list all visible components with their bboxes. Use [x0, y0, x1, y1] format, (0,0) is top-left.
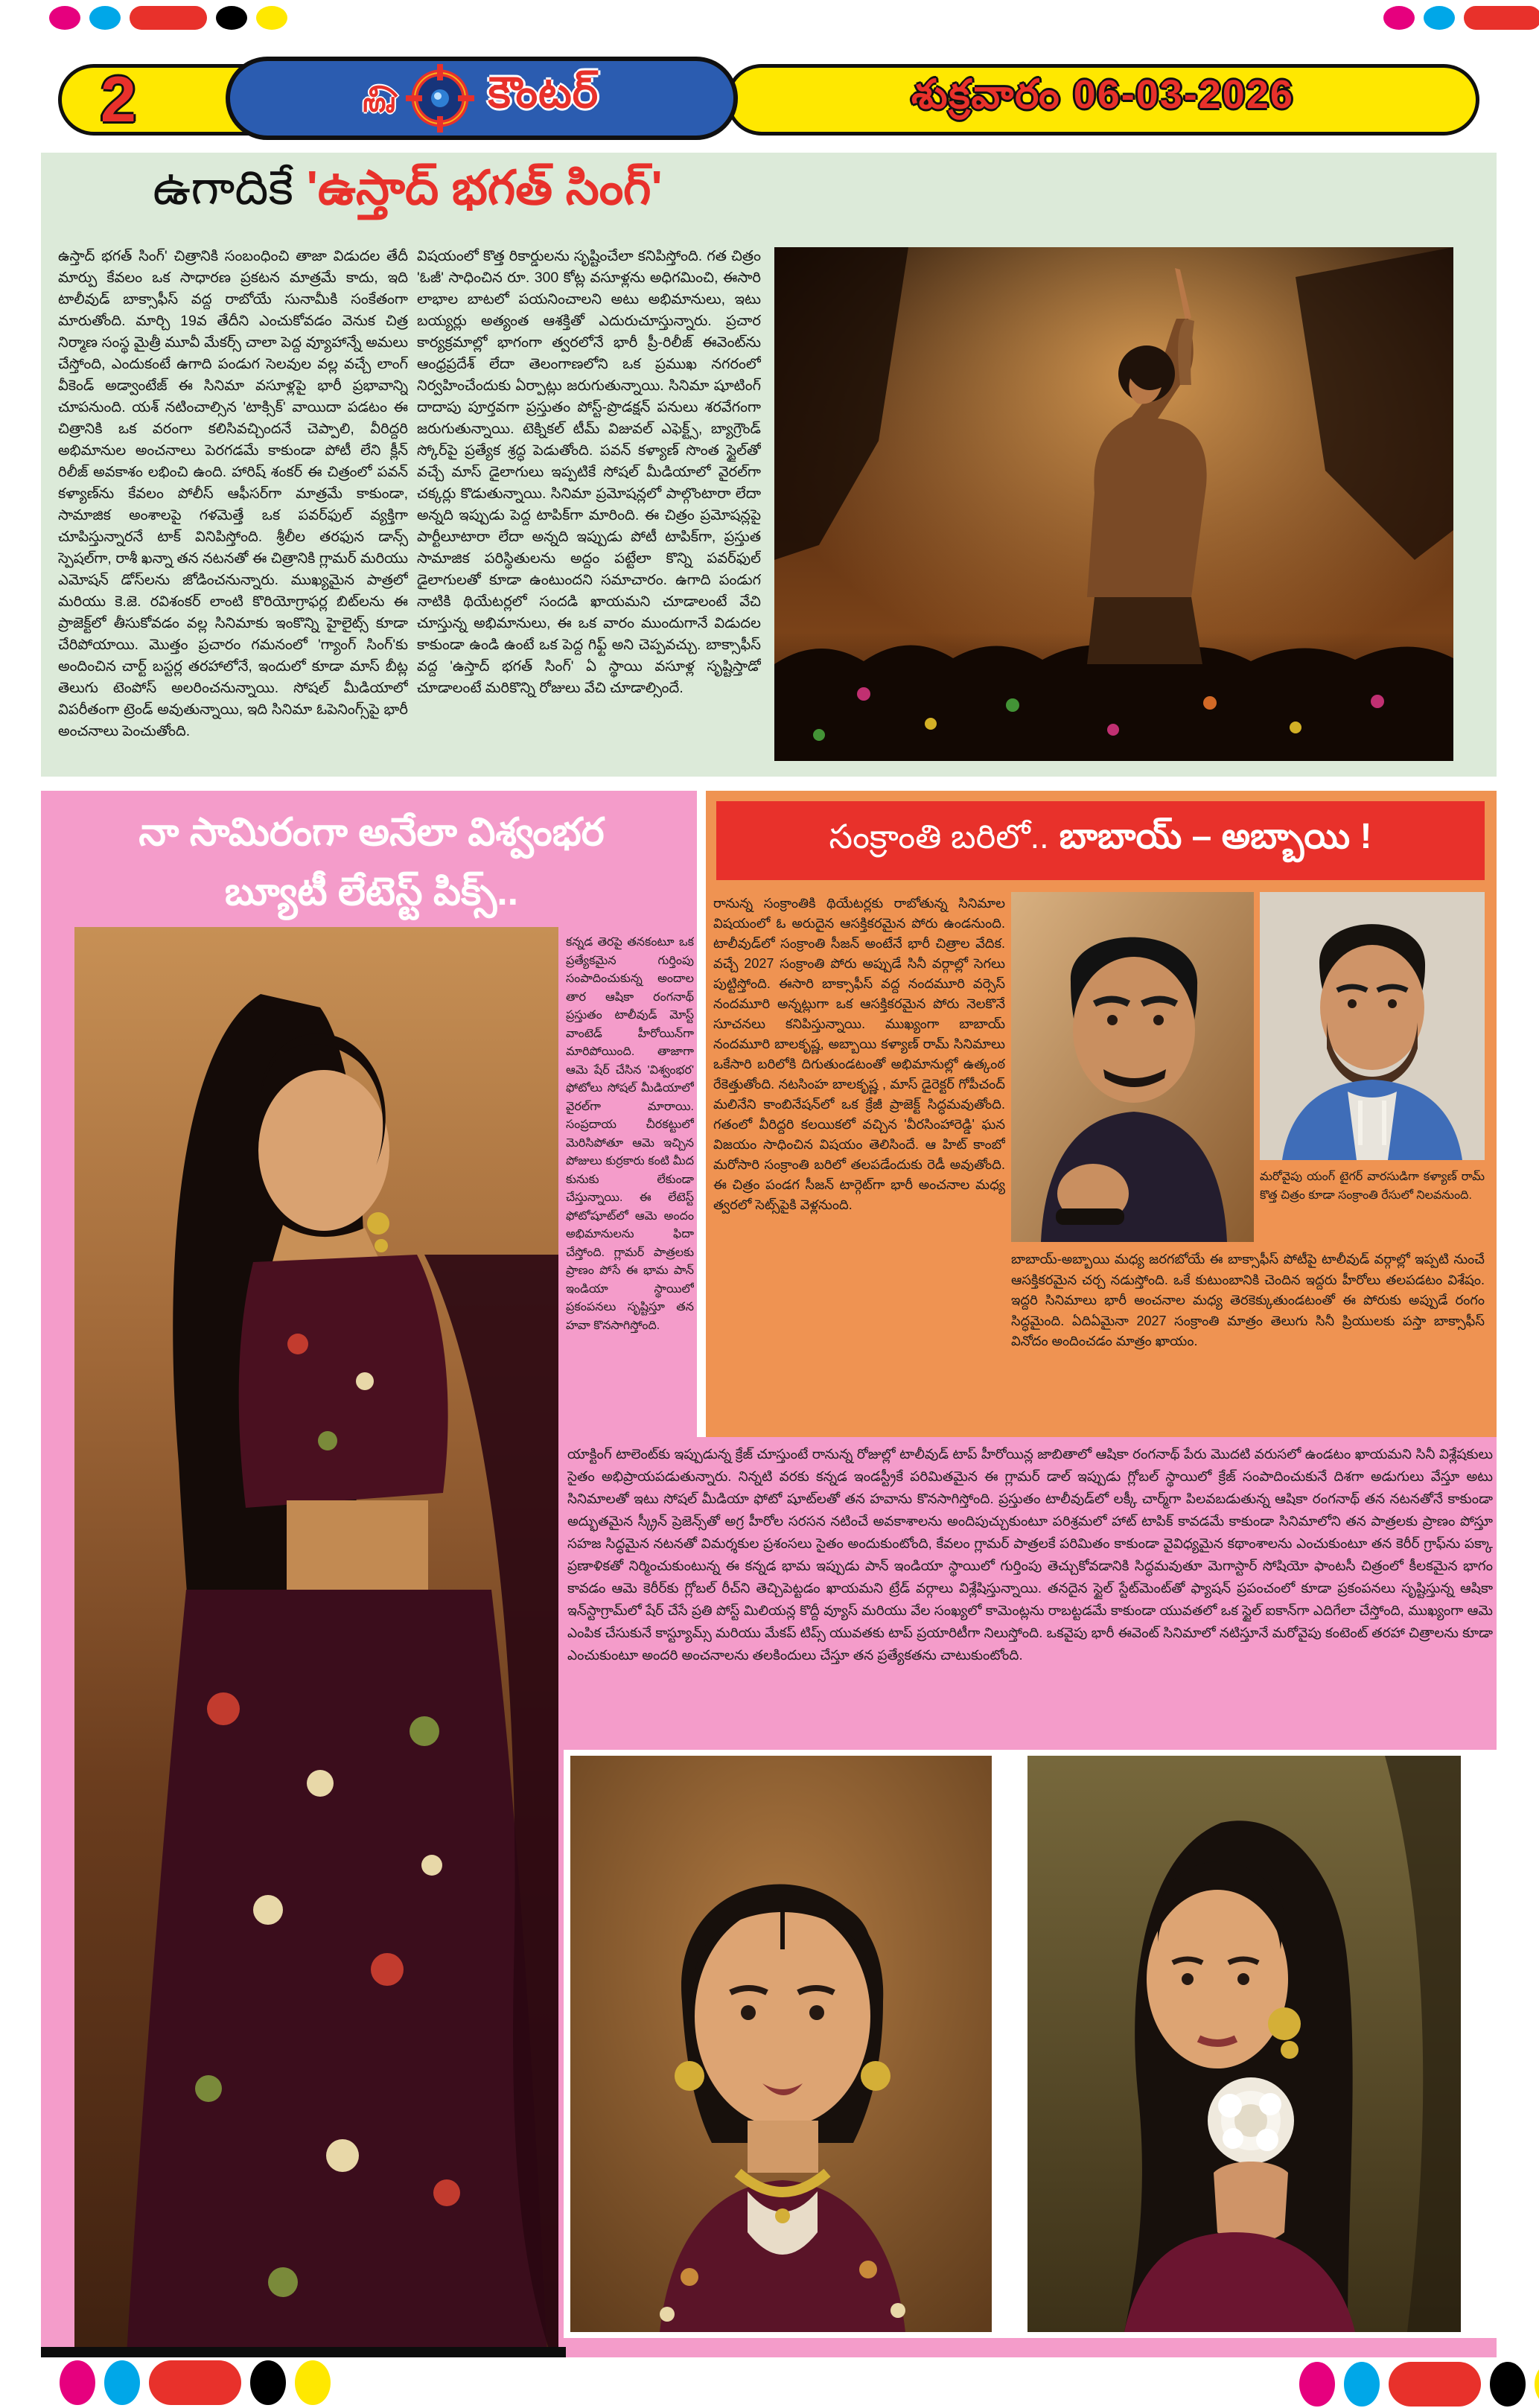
watch	[1056, 1208, 1124, 1225]
weekday-date: శుక్రవారం 06-03-2026	[911, 72, 1294, 117]
hero-photo	[774, 247, 1453, 761]
sankranti-headline-light: సంక్రాంతి బరిలో..	[829, 817, 1049, 856]
target-crosshair-icon	[406, 64, 474, 133]
nephew-photo-art	[1260, 892, 1485, 1160]
reg-dot-yellow-icon	[256, 6, 287, 30]
lead-column-2: విషయంలో కొత్త రికార్డులను సృష్టించేలా కనిపిస్తోంది. గత చిత్రం 'ఓజీ' సాధించిన రూ. 300 కోట్ల వసూళ్లను అధిగమించి, ఈసారి లాభాల బాటలో పయనించాలని అటు అభిమానులు, ఇటు బయ్యర్లు అత్యంత ఆశక్తితో ఎదురుచూస్తున్నారు. ప్రచార కార్యక్రమాల్లో భాగంగా త్వరలోనే భారీ ప్రీ-రిలీజ్ ఈవెంట్‌ను ఆంధ్రప్రదేశ్ లేదా తెలంగాణలోని ఒక ప్రముఖ నగరంలో నిర్వహించేందుకు ఏర్పాట్లు జరుగుతున్నాయి. సినిమా షూటింగ్ దాదాపు పూర్తవగా ప్రస్తుతం పోస్ట్-ప్రొడక్షన్ పనులు శరవేగంగా జరుగుతున్నాయి. టెక్నికల్ టీమ్ విజువల్ ఎఫెక్ట్స్, బ్యాగ్రౌండ్ స్కోర్‌పై ప్రత్యేక శ్రద్ధ పెడుతోంది. పవన్ కళ్యాణ్ సొంత స్టైల్‌తో వచ్చే మాస్ డైలాగులు ఇప్పటికే సోషల్ మీడియాలో వైరల్‌గా చక్కర్లు కొడుతున్నాయి. సినిమా ప్రమోషన్లలో పాల్గొంటారా లేదా అన్నది ఇప్పుడు పెద్ద టాపిక్‌గా మారింది. ఈ చిత్రం ప్రమోషన్లపై పార్టీలూటారా లేదా అన్నది ఇప్పుడు పోటీ టాపిక్‌గా, ప్రస్తుత సామాజిక పరిస్థితులను అద్దం పట్టేలా కొన్ని పవర్‌ఫుల్ డైలాగులతో కూడా ఉంటుందని సమాచారం. ఉగాది పండుగ నాటికి థియేటర్లలో సందడి ఖాయమని చూడాలంటే వేచి చూస్తున్న అభిమానులు, ఈ ఒక వారం ముందుగానే విడుదల కాకుండా ఉండి ఉంటే ఒక పెద్ద గిఫ్ట్ అని చెప్పవచ్చు. బాక్సాఫీస్ వద్ద 'ఉస్తాద్ భగత్ సింగ్' ఏ స్థాయి వసూళ్ల సృష్టిస్తాడో చూడాలంటే మరికొన్ని రోజులు వేచి చూడాల్సిందే.	[417, 248, 761, 696]
beauty-headline-line1: నా సామిరంగా అనేలా విశ్వంభర	[138, 811, 605, 854]
uncle-photo	[1011, 892, 1254, 1242]
sankranti-column: రానున్న సంక్రాంతికి థియేటర్లకు రాబోతున్న సినిమాల విషయంలో ఓ అరుదైన ఆసక్తికరమైన పోరు ఉండనుంది. టాలీవుడ్‌లో సంక్రాంతి సీజన్ అంటేనే భారీ చిత్రాల వేదిక. వచ్చే 2027 సంక్రాంతి పోరు అప్పుడే సినీ వర్గాల్లో సెగలు పుట్టిస్తోంది. ఈసారి బాక్సాఫీస్ వద్ద నందమూరి వర్సెస్ నందమూరి అన్నట్లుగా ఒక ఆసక్తికరమైన పోరు నెలకొనే సూచనలు కనిపిస్తున్నాయి. ముఖ్యంగా బాబాయ్ నందమూరి బాలకృష్ణ, అబ్బాయి కళ్యాణ్ రామ్ సినిమాలు ఒకేసారి బరిలోకి దిగుతుండటంతో అభిమానుల్లో ఉత్కంఠ రేకెత్తుతోంది. నటసింహ బాలకృష్ణ , మాస్ డైరెక్టర్ గోపీచంద్ మలినేని కాంబినేషన్‌లో ఒక క్రేజీ ప్రాజెక్ట్ సిద్ధమవుతోంది. గతంలో వీరిద్దరి కలయికలో వచ్చిన 'వీరసింహారెడ్డి' ఘన విజయం సాధించిన విషయం తెలిసిందే. ఆ హిట్ కాంబో మరోసారి సంక్రాంతి బరిలో తలపడేందుకు రెడీ అవుతోంది. ఈ చిత్రం పండగ సీజన్ టార్గెట్‌గా భారీ అంచనాల మధ్య త్వరలో సెట్స్‌పైకి వెళ్లనుంది.	[713, 896, 1005, 1212]
reg-dot-magenta-icon	[49, 6, 80, 30]
heroine-photo-closeup	[570, 1756, 992, 2332]
reg-dot-magenta-icon	[60, 2360, 95, 2405]
reg-dot-cyan-icon	[1344, 2362, 1380, 2407]
heroine-photo-rose	[1027, 1756, 1461, 2332]
reg-dot-yellow-icon	[1535, 2362, 1539, 2407]
lead-story-section	[41, 153, 1497, 777]
sankranti-headline-bold: బాబాయ్ – అబ్బాయి !	[1059, 816, 1372, 856]
white-rose	[1208, 2077, 1294, 2164]
sankranti-banner	[716, 801, 1485, 880]
heroine-photo-full-art	[74, 927, 558, 2355]
reg-dot-cyan-icon	[1424, 6, 1455, 30]
heroine-closeup-art	[570, 1756, 992, 2332]
reg-pill-red-icon	[149, 2360, 241, 2405]
uncle-photo-art	[1011, 892, 1254, 1242]
lead-headline-black: ఉగాదికే	[153, 161, 293, 214]
photo-bottom-edge	[41, 2347, 566, 2357]
reg-dot-black-icon	[216, 6, 247, 30]
earring-right	[861, 2061, 890, 2091]
nephew-photo	[1260, 892, 1485, 1160]
reg-dot-magenta-icon	[1383, 6, 1415, 30]
sankranti-bottom-text: బాబాయ్-అబ్బాయి మధ్య జరగబోయే ఈ బాక్సాఫీస్ పోటీపై టాలీవుడ్ వర్గాల్లో ఇప్పటి నుంచే ఆసక్తికరమైన చర్చ నడుస్తోంది. ఒకే కుటుంబానికి చెందిన ఇద్దరు హీరోలు తలపడటం విశేషం. ఇద్దరి సినిమాలు భారీ అంచనాల మధ్య తెరకెక్కుతుండటంతో ఈ పోరుకు అప్పుడే రంగం సిద్ధమైంది. ఏదిఏమైనా 2027 సంక్రాంతి మాత్రం తెలుగు సినీ ప్రియులకు పస్తా బాక్సాఫీస్ వినోదం అందించడం మాత్రం ఖాయం.	[1011, 1252, 1485, 1348]
heroine-rose-art	[1027, 1756, 1461, 2332]
heroine-photo-full	[74, 927, 558, 2355]
waist	[287, 1500, 428, 1590]
registration-marks-top-left	[49, 6, 287, 30]
date-pill	[726, 64, 1479, 136]
masthead-title: కౌంటర్	[488, 69, 599, 117]
registration-marks-bottom-left	[60, 2360, 331, 2405]
reg-pill-red-icon	[130, 6, 207, 30]
panel-divider	[697, 791, 706, 1437]
face	[1320, 945, 1424, 1070]
reg-dot-black-icon	[250, 2360, 286, 2405]
lead-column-1: ఉస్తాద్ భగత్ సింగ్' చిత్రానికి సంబంధించి తాజా విడుదల తేదీ మార్పు కేవలం ఒక సాధారణ ప్రకటన మాత్రమే కాదు, ఇది టాలీవుడ్ బాక్సాఫీస్ వద్ద రాబోయే సునామీకి సంకేతంగా మారుతోంది. మార్చి 19వ తేదీని ఎంచుకోవడం వెనుక చిత్ర నిర్మాణ సంస్థ మైత్రీ మూవీ మేకర్స్ చాలా పెద్ద వ్యూహాన్నే అమలు చేస్తోంది, ఎందుకంటే ఉగాది పండుగ సెలవుల వల్ల వచ్చే లాంగ్ వీకెండ్ అడ్వాంటేజ్ ఈ సినిమా వసూళ్లపై భారీ ప్రభావాన్ని చూపనుంది. యశ్ నటించాల్సిన 'టాక్సిక్' వాయిదా పడటం ఈ చిత్రానికి ఒక వరంగా కలిసివచ్చిందనే చెప్పాలి, వీరిద్దరి అభిమానుల అంచనాలు పెరగడమే కాకుండా పోటీ లేని క్లీన్ రిలీజ్ అవకాశం లభించి ఉంది. హారిష్ శంకర్ ఈ చిత్రంలో పవన్ కళ్యాణ్‌ను కేవలం పోలీస్ ఆఫీసర్‌గా మాత్రమే కాకుండా, సామాజిక అంశాలపై గళమెత్తే ఒక పవర్‌ఫుల్ వ్యక్తిగా చూపిస్తున్నారనే టాక్ వినిపిస్తోంది. శ్రీలీల తరఫున డాన్స్ స్పెషల్‌గా, రాశీ ఖన్నా తన నటనతో ఈ చిత్రానికి గ్లామర్ మరియు ఎమోషన్ డోస్‌లను జోడించనున్నారు. ముఖ్యమైన పాత్రలో మరియు కె.జె. రవిశంకర్ లాంటి కొరియోగ్రాఫర్ల బిట్‌లను ఈ ప్రాజెక్ట్‌లో తీసుకోవడం వల్ల సినిమాకు ఇంకొన్ని హైలైట్స్ కూడా చేరిపోయాయి. మొత్తం ప్రచారం గమనంలో 'గ్యాంగ్ సింగ్'కు అందించిన చార్ట్ బస్టర్ల తరహాలోనే, ఇందులో కూడా మాస్ బీట్ల తెలుగు టెంపోస్ అలరించనున్నాయి. సోషల్ మీడియాలో విపరీతంగా ట్రెండ్ అవుతున్నాయి, ఇది సినిమా ఓపెనింగ్స్‌పై భారీ అంచనాలు పెంచుతోంది.	[58, 248, 408, 739]
reg-dot-yellow-icon	[295, 2360, 331, 2405]
beauty-bottom-block: యాక్టింగ్ టాలెంట్‌కు ఇప్పుడున్న క్రేజ్ చూస్తుంటే రానున్న రోజుల్లో టాలీవుడ్ టాప్ హీరోయిన్ల జాబితాలో ఆషికా రంగనాథ్ పేరు మొదటి వరుసలో ఉండటం ఖాయమని సినీ విశ్లేషకులు సైతం అభిప్రాయపడుతున్నారు. నిన్నటి వరకు కన్నడ ఇండస్ట్రీకే పరిమితమైన ఈ గ్లామర్ డాల్ ఇప్పుడు గ్లోబల్ స్థాయిలో క్రేజ్ సంపాదించుకునే దిశగా అడుగులు వేస్తూ అటు సినిమాలతో ఇటు సోషల్ మీడియా ఫోటో షూట్‌లతో తన హవాను కొనసాగిస్తోంది. ప్రస్తుతం టాలీవుడ్‌లో లక్కీ చార్మ్‌గా పిలవబడుతున్న ఆషికా రంగనాథ్ తన నటనతోనే కాకుండా అద్భుతమైన స్క్రీన్ ప్రెజెన్స్‌తో అగ్ర హీరోల సరసన నటించే అవకాశాలను అందిపుచ్చుకుంటూ పరిశ్రమలో హాట్ టాపిక్ కావడమే కాకుండా సినిమాలోని తన పాత్రలకు ప్రాణం పోస్తూ సహజ సిద్ధమైన నటనతో విమర్శకుల ప్రశంసలు సైతం అందుకుంటోంది, కేవలం గ్లామర్ పాత్రలకే పరిమితం కాకుండా వైవిధ్యమైన కథాంశాలను ఎంచుకుంటూ తన కెరీర్ గ్రాఫ్‌ను పక్కా ప్రణాళికతో నిర్మించుకుంటున్న ఈ కన్నడ భామ ఇప్పుడు పాన్ ఇండియా స్థాయిలో గుర్తింపు తెచ్చుకోవడానికి సిద్ధమవుతూ మెగాస్టార్ సోషియో ఫాంటసీ చిత్రంలో కీలకమైన భాగం కావడం ఆమె కెరీర్‌కు గ్లోబల్ రీచ్‌ని తెచ్చిపెట్టడం ఖాయమని ట్రేడ్ వర్గాలు విశ్లేషిస్తున్నాయి. తనదైన స్టైల్ స్టేట్‌మెంట్‌తో ఫ్యాషన్ ప్రపంచంలో కూడా ప్రకంపనలు సృష్టిస్తున్న ఆషికా ఇన్‌స్టాగ్రామ్‌లో షేర్ చేసే ప్రతి పోస్ట్ మిలియన్ల కొద్దీ వ్యూస్ మరియు వేల సంఖ్యలో కామెంట్లను రాబట్టడమే కాకుండా యువతలో ఒక స్టైల్ ఐకాన్‌గా ఎదిగేలా చేస్తోంది, ముఖ్యంగా ఆమె ఎంపిక చేసుకునే కాస్ట్యూమ్స్ మరియు మేకప్ టిప్స్ యువతకు టాప్ ప్రయారిటీగా నిలుస్తోంది. ఒకవైపు భారీ ఈవెంట్ సినిమాలో నటిస్తూనే మరోవైపు కంటెంట్ తరహా చిత్రాలను కూడా ఎంచుకుంటూ అందరి అంచనాలను తలకిందులు చేస్తూ తన ప్రత్యేకతను చాటుకుంటోంది.	[567, 1446, 1493, 1663]
lead-headline	[41, 160, 774, 227]
hand	[1214, 2162, 1288, 2243]
sankranti-under-photo-text: మరోవైపు యంగ్ టైగర్ వారసుడిగా కళ్యాణ్ రామ్ కొత్త చిత్రం కూడా సంక్రాంతి రేసులో నిలవనుంది.	[1260, 1170, 1485, 1202]
masthead-vertical-word: క్రై	[358, 84, 392, 112]
earring-left	[675, 2061, 704, 2091]
earring	[367, 1212, 389, 1235]
earring	[1268, 2007, 1301, 2040]
page-number: 2	[101, 64, 136, 136]
beauty-headline	[56, 803, 687, 922]
lehenga-skirt	[127, 1590, 547, 2355]
face	[258, 1070, 389, 1231]
lead-headline-red: 'ఉస్తాద్ భగత్ సింగ్'	[306, 161, 663, 214]
reg-pill-red-icon	[1389, 2362, 1481, 2407]
beauty-headline-line2: బ్యూటీ లేటెస్ట్ పిక్స్..	[224, 870, 519, 914]
registration-marks-top-right	[1383, 6, 1539, 30]
registration-marks-bottom-right	[1299, 2362, 1539, 2407]
reg-dot-magenta-icon	[1299, 2362, 1335, 2407]
reg-dot-cyan-icon	[89, 6, 121, 30]
reg-pill-red-icon	[1464, 6, 1539, 30]
masthead	[226, 57, 738, 140]
hero-photo-art	[774, 247, 1453, 761]
beauty-side-column: కన్నడ తెరపై తనకంటూ ఒక ప్రత్యేకమైన గుర్తింపు సంపాదించుకున్న అందాల తార ఆషికా రంగనాథ్ ప్రస్తుతం టాలీవుడ్ మోస్ట్ వాంటెడ్ హీరోయిన్‌గా మారిపోయింది. తాజాగా ఆమె షేర్ చేసిన 'విశ్వంభర' ఫోటోలు సోషల్ మీడియాలో వైరల్‌గా మారాయి. సంప్రదాయ చీరకట్టులో మెరిసిపోతూ ఆమె ఇచ్చిన పోజులు కుర్రకారు కంటి మీద కునుకు లేకుండా చేస్తున్నాయి. ఈ లేటెస్ట్ ఫోటోషూట్‌లో ఆమె అందం అభిమానులను ఫిదా చేస్తోంది. గ్లామర్ పాత్రలకు ప్రాణం పోసే ఈ భామ పాన్ ఇండియా స్థాయిలో ప్రకంపనలు సృష్టిస్తూ తన హవా కొనసాగిస్తోంది.	[566, 936, 694, 1332]
blouse	[239, 1255, 448, 1508]
reg-dot-black-icon	[1490, 2362, 1526, 2407]
reg-dot-cyan-icon	[104, 2360, 140, 2405]
